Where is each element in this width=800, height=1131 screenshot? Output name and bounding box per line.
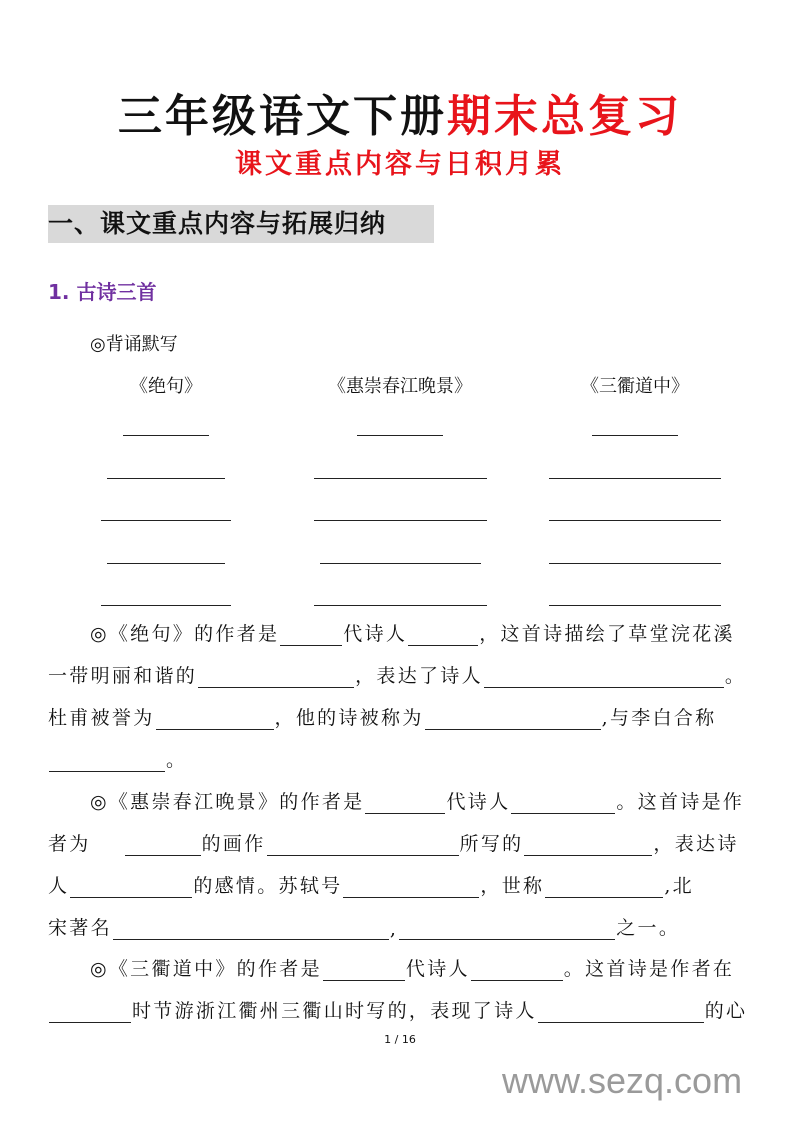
text: 者为 (48, 833, 91, 855)
text: ，这首诗描绘了草堂浣花溪 (479, 623, 735, 645)
page-number: 1 / 16 (384, 1033, 416, 1046)
text: 。这首诗是作 (616, 791, 745, 813)
blank[interactable] (49, 1002, 131, 1023)
text: 代诗人 (343, 623, 408, 645)
text: ，表达了诗人 (355, 665, 483, 687)
blank[interactable] (365, 793, 445, 814)
text: ，表达诗 (653, 833, 739, 855)
text: ,与李白合称 (601, 707, 717, 729)
watermark: www.sezq.com (502, 1060, 743, 1101)
question-line (48, 955, 758, 981)
text: 。这首诗是作者在 (563, 958, 735, 980)
text: 之一。 (616, 917, 681, 939)
text: ◎《三衢道中》的作者是 (90, 958, 322, 980)
poem-title: 《绝句》 (130, 376, 202, 397)
poem-title: 《三衢道中》 (581, 376, 689, 397)
blank[interactable] (156, 709, 274, 730)
recite-blank[interactable] (123, 435, 209, 436)
question-line (48, 620, 758, 646)
question-line (48, 746, 758, 772)
blank[interactable] (267, 835, 459, 856)
recite-blank[interactable] (107, 478, 225, 479)
recite-blank[interactable] (549, 563, 721, 564)
recite-blank[interactable] (549, 520, 721, 521)
poem-title: 《惠崇春江晚景》 (328, 376, 472, 397)
text: 时节游浙江衢州三衢山时写的，表现了诗人 (132, 1000, 537, 1022)
question-line (48, 788, 758, 814)
blank[interactable] (511, 793, 615, 814)
blank[interactable] (125, 835, 201, 856)
text: 代诗人 (446, 791, 511, 813)
text: 。 (166, 749, 188, 771)
blank[interactable] (545, 877, 663, 898)
blank[interactable] (113, 919, 389, 940)
page-title (0, 80, 800, 144)
text: 的画作 (201, 833, 266, 855)
blank[interactable] (343, 877, 479, 898)
question-line (48, 997, 758, 1023)
text: 的感情。苏轼号 (193, 875, 343, 897)
question-line (48, 704, 758, 730)
text: ,北 (664, 875, 694, 897)
recite-blank[interactable] (101, 520, 231, 521)
text: 杜甫被誉为 (48, 707, 155, 729)
recite-blank[interactable] (107, 563, 225, 564)
blank[interactable] (471, 960, 563, 981)
blank[interactable] (484, 667, 724, 688)
question-line (48, 830, 758, 856)
text: ，世称 (480, 875, 545, 897)
title-black: 三年级语文下册 (118, 91, 447, 142)
blank[interactable] (198, 667, 354, 688)
blank[interactable] (49, 751, 165, 772)
blank[interactable] (538, 1002, 704, 1023)
recite-blank[interactable] (549, 605, 721, 606)
blank[interactable] (399, 919, 615, 940)
text: 代诗人 (405, 958, 470, 980)
recite-blank[interactable] (314, 605, 487, 606)
text: 所写的 (459, 833, 524, 855)
recite-blank[interactable] (101, 605, 231, 606)
blank[interactable] (425, 709, 601, 730)
blank[interactable] (323, 960, 405, 981)
section-heading: 一、课文重点内容与拓展归纳 (48, 205, 434, 243)
question-line (48, 872, 758, 898)
text: 的心 (704, 1000, 748, 1022)
title-red: 期末总复习 (447, 91, 682, 142)
recite-blank[interactable] (314, 478, 487, 479)
recite-blank[interactable] (320, 563, 481, 564)
recite-label: ◎背诵默写 (90, 334, 178, 355)
text: ，他的诗被称为 (274, 707, 424, 729)
blank[interactable] (408, 625, 478, 646)
text: 。 (724, 665, 747, 687)
question-line (48, 662, 758, 688)
page-subtitle: 课文重点内容与日积月累 (235, 149, 565, 180)
text: 一带明丽和谐的 (48, 665, 198, 687)
recite-blank[interactable] (592, 435, 678, 436)
blank[interactable] (70, 877, 192, 898)
recite-blank[interactable] (314, 520, 487, 521)
text: ◎《惠崇春江晚景》的作者是 (90, 791, 365, 813)
subsection-heading: 1. 古诗三首 (48, 280, 157, 304)
text: , (389, 918, 399, 940)
blank[interactable] (524, 835, 652, 856)
recite-blank[interactable] (357, 435, 443, 436)
question-line (48, 914, 758, 940)
text: ◎《绝句》的作者是 (90, 623, 280, 645)
blank[interactable] (280, 625, 342, 646)
text: 人 (48, 875, 70, 897)
recite-blank[interactable] (549, 478, 721, 479)
text: 宋著名 (48, 917, 112, 939)
